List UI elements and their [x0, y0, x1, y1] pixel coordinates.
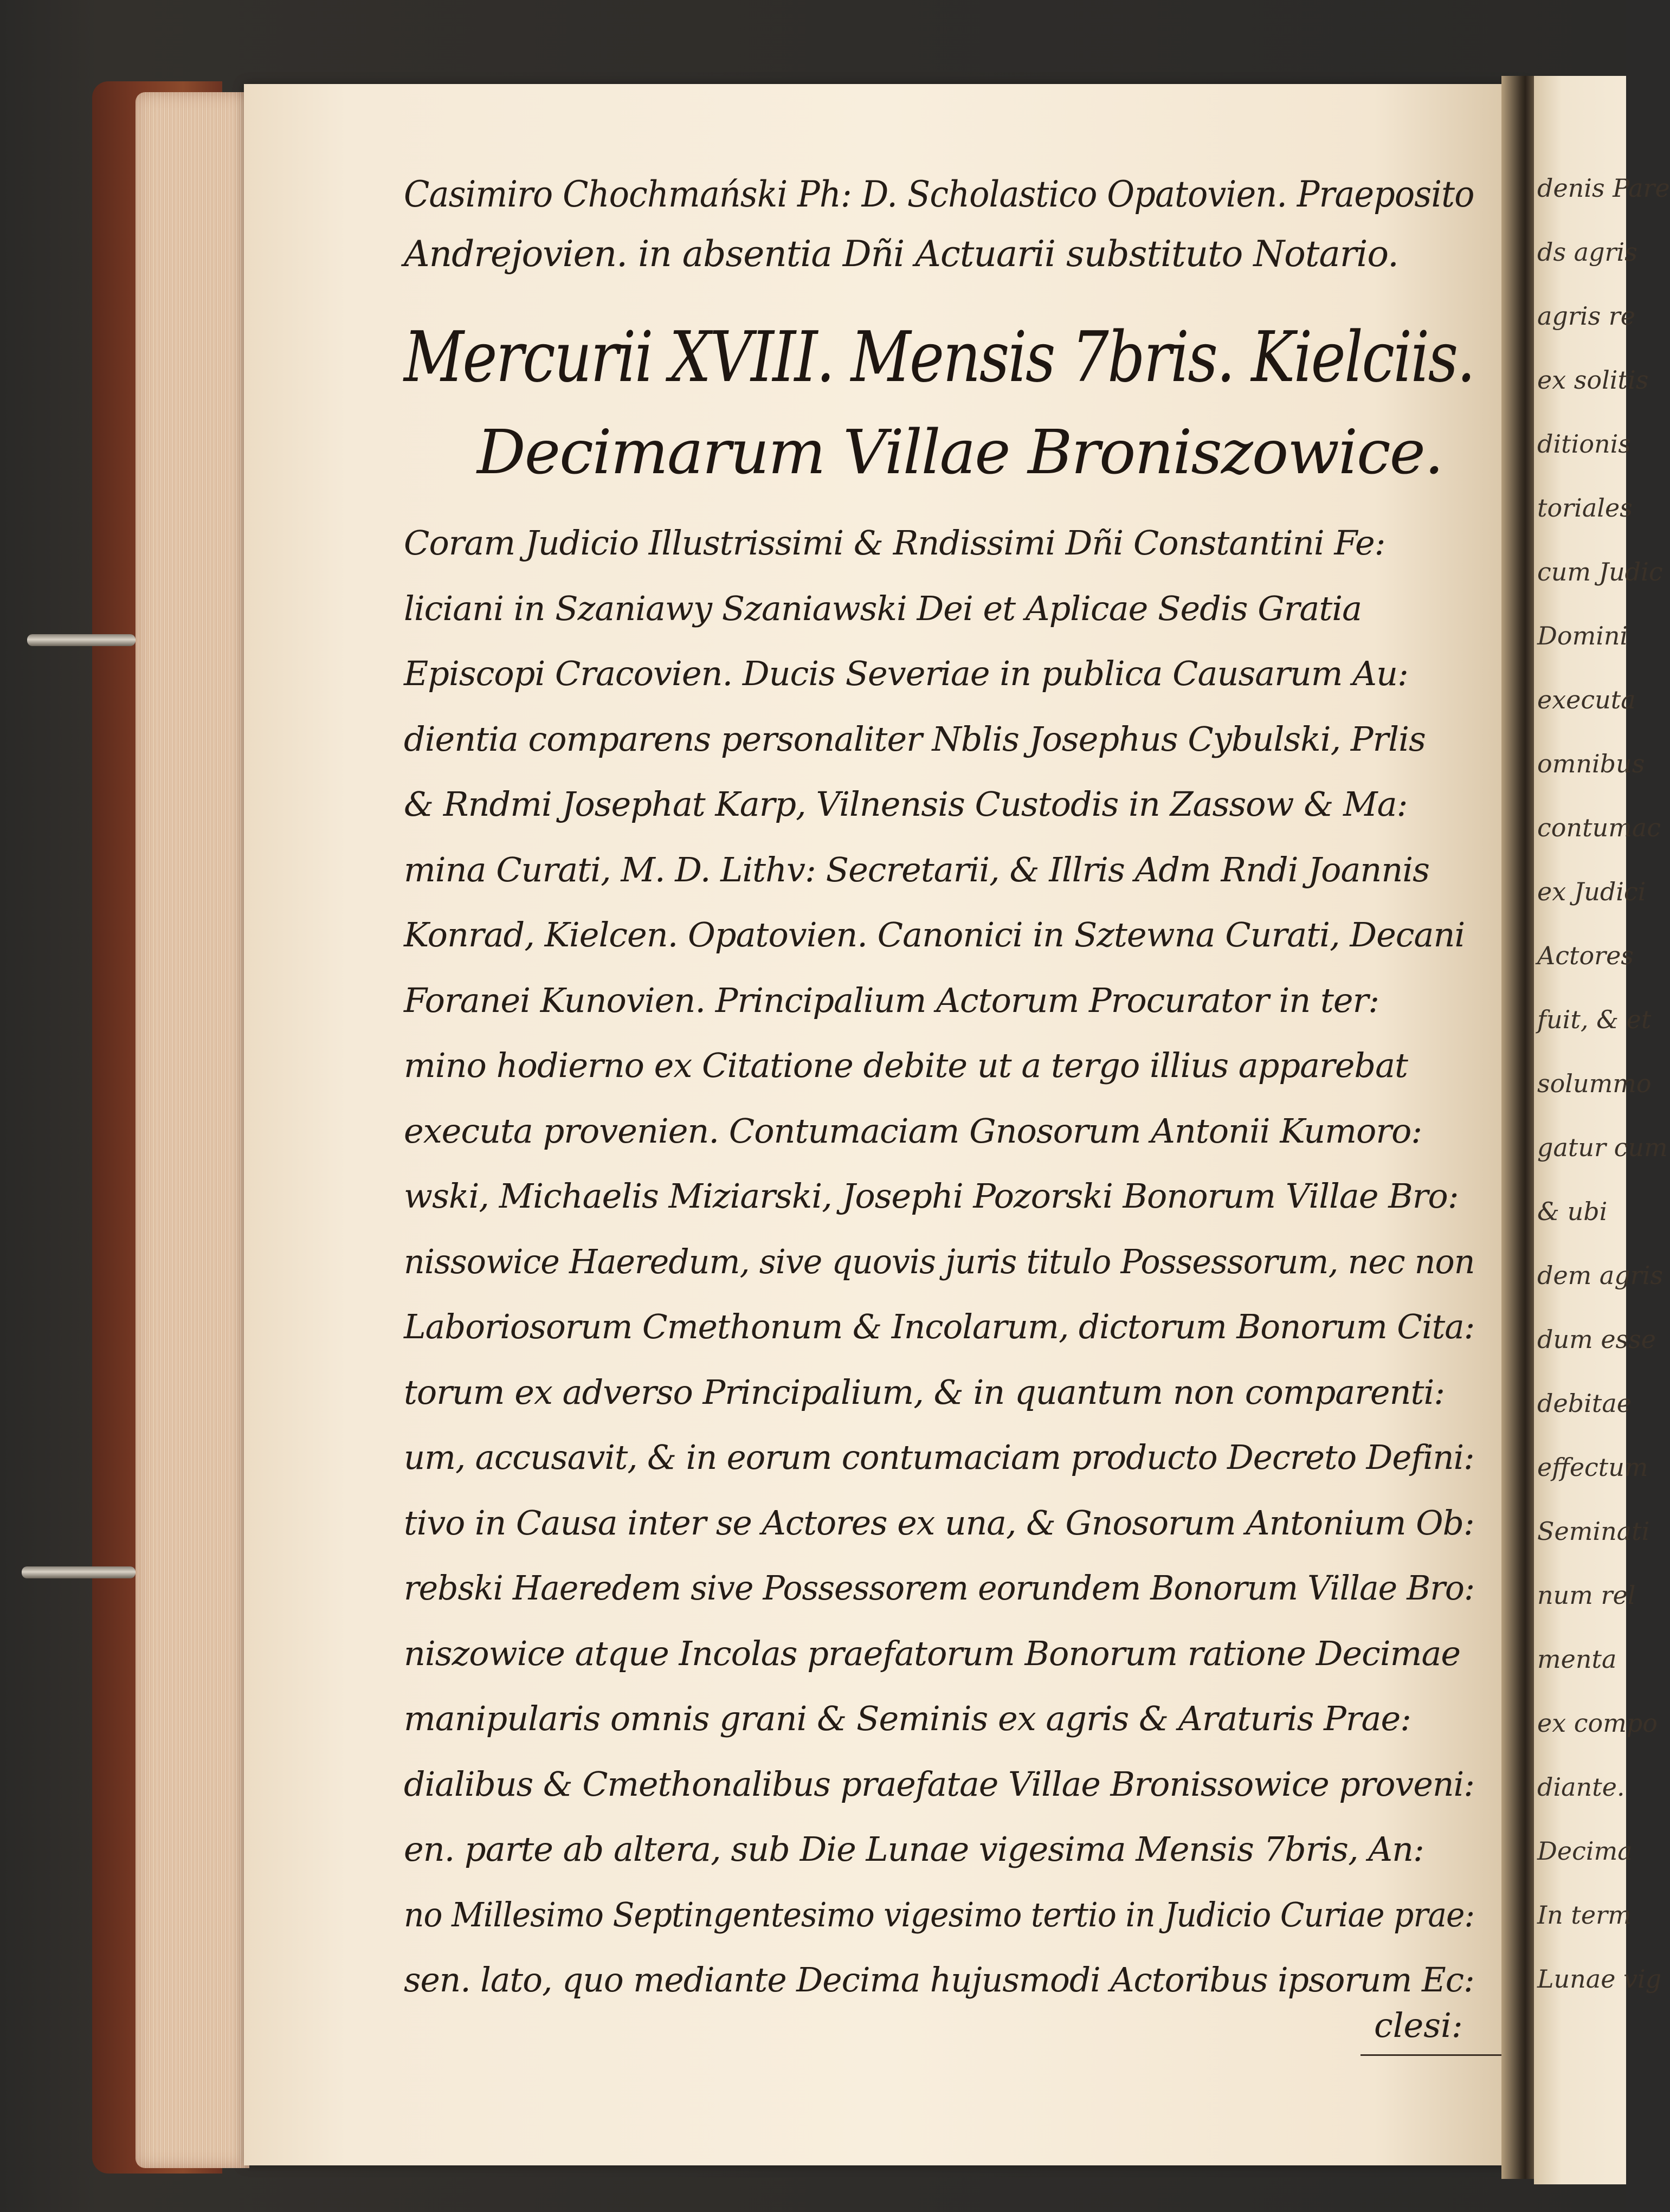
- body-line: dientia comparens personaliter Nblis Josephus Cybulski, Prlis: [404, 719, 1426, 759]
- facing-page-line: menta: [1537, 1645, 1617, 1674]
- facing-page-line: omnibus: [1537, 749, 1645, 778]
- facing-page-line: effectum: [1537, 1453, 1648, 1482]
- section-title: Decimarum Villae Broniszowice.: [477, 417, 1443, 488]
- body-line: manipularis omnis grani & Seminis ex agris & Araturis Prae:: [404, 1699, 1411, 1738]
- facing-page-line: ditionis: [1537, 429, 1631, 459]
- body-line: Episcopi Cracovien. Ducis Severiae in publica Causarum Au:: [404, 654, 1408, 693]
- body-line: tivo in Causa inter se Actores ex una, & Gnosorum Antonium Ob:: [404, 1502, 1474, 1543]
- facing-page-line: toriales: [1537, 493, 1633, 523]
- facing-page-line: ex solitis: [1537, 365, 1649, 395]
- body-line: nissowice Haeredum, sive quovis juris titulo Possessorum, nec non: [404, 1241, 1475, 1281]
- body-line: sen. lato, quo mediante Decima hujusmodi Actoribus ipsorum Ec:: [404, 1960, 1474, 2000]
- catchword: clesi:: [1374, 2005, 1463, 2045]
- facing-page-line: Seminati: [1537, 1517, 1650, 1546]
- facing-page-line: & ubi: [1537, 1197, 1608, 1226]
- facing-page-line: dum esse: [1537, 1325, 1656, 1354]
- facing-page-line: Decima: [1537, 1836, 1633, 1866]
- preamble-line-1: Casimiro Chochmański Ph: D. Scholastico Opatovien. Praeposito: [404, 173, 1474, 215]
- body-line: um, accusavit, & in eorum contumaciam producto Decreto Defini:: [404, 1437, 1474, 1477]
- facing-page-line: Domini: [1537, 621, 1628, 650]
- facing-page-line: diante.: [1537, 1772, 1625, 1802]
- facing-page-line: agris re: [1537, 301, 1636, 331]
- body-line: mino hodierno ex Citatione debite ut a tergo illius apparebat: [404, 1046, 1408, 1085]
- facing-page-line: Actores: [1537, 941, 1634, 970]
- body-line: & Rndmi Josephat Karp, Vilnensis Custodis in Zassow & Ma:: [404, 784, 1408, 824]
- facing-page-line: contumac: [1537, 813, 1661, 842]
- date-heading: Mercurii XVIII. Mensis 7bris. Kielciis.: [404, 317, 1474, 398]
- facing-page-line: Lunae vig: [1537, 1964, 1662, 1994]
- facing-page-line: ds agris: [1537, 237, 1637, 267]
- body-line: niszowice atque Incolas praefatorum Bonorum ratione Decimae: [404, 1633, 1461, 1673]
- facing-page-line: debitae: [1537, 1389, 1632, 1418]
- facing-page-line: fuit, & et: [1537, 1005, 1652, 1034]
- facing-page-line: gatur cum: [1537, 1133, 1668, 1162]
- facing-page: [1534, 76, 1670, 2184]
- facing-page-line: ex Judici: [1537, 877, 1646, 906]
- body-line: Foranei Kunovien. Principalium Actorum Procurator in ter:: [404, 980, 1379, 1020]
- body-line: dialibus & Cmethonalibus praefatae Villae Bronissowice proveni:: [404, 1764, 1475, 1804]
- facing-page-line: cum Judic: [1537, 557, 1663, 586]
- body-line: Coram Judicio Illustrissimi & Rndissimi Dñi Constantini Fe:: [404, 523, 1385, 563]
- body-line: no Millesimo Septingentesimo vigesimo tertio in Judicio Curiae prae:: [404, 1894, 1475, 1934]
- body-line: wski, Michaelis Miziarski, Josephi Pozorski Bonorum Villae Bro:: [404, 1176, 1459, 1216]
- body-line: en. parte ab altera, sub Die Lunae vigesima Mensis 7bris, An:: [404, 1829, 1424, 1869]
- body-line: executa provenien. Contumaciam Gnosorum Antonii Kumoro:: [404, 1111, 1422, 1151]
- book-clasp-upper: [27, 634, 136, 646]
- facing-page-line: denis Pare: [1537, 173, 1670, 203]
- body-line: mina Curati, M. D. Lithv: Secretarii, & Illris Adm Rndi Joannis: [404, 849, 1429, 889]
- preamble-line-2: Andrejovien. in absentia Dñi Actuarii substituto Notario.: [404, 233, 1398, 275]
- facing-page-line: executa: [1537, 685, 1636, 714]
- body-line: Laboriosorum Cmethonum & Incolarum, dictorum Bonorum Cita:: [404, 1307, 1475, 1346]
- body-line: liciani in Szaniawy Szaniawski Dei et Aplicae Sedis Gratia: [404, 588, 1362, 628]
- body-line: rebski Haeredem sive Possessorem eorundem Bonorum Villae Bro:: [404, 1568, 1475, 1608]
- facing-page-line: solummo: [1537, 1069, 1652, 1098]
- facing-page-line: num rel: [1537, 1581, 1636, 1610]
- facing-page-line: ex compo: [1537, 1708, 1658, 1738]
- facing-page-line: In term: [1537, 1900, 1632, 1930]
- body-line: Konrad, Kielcen. Opatovien. Canonici in Sztewna Curati, Decani: [404, 915, 1465, 955]
- book-clasp-lower: [22, 1566, 136, 1578]
- body-line: torum ex adverso Principalium, & in quantum non comparenti:: [404, 1372, 1445, 1412]
- page-edges: [136, 92, 249, 2168]
- catchword-rule: [1360, 2054, 1501, 2056]
- facing-page-line: dem agris: [1537, 1261, 1663, 1290]
